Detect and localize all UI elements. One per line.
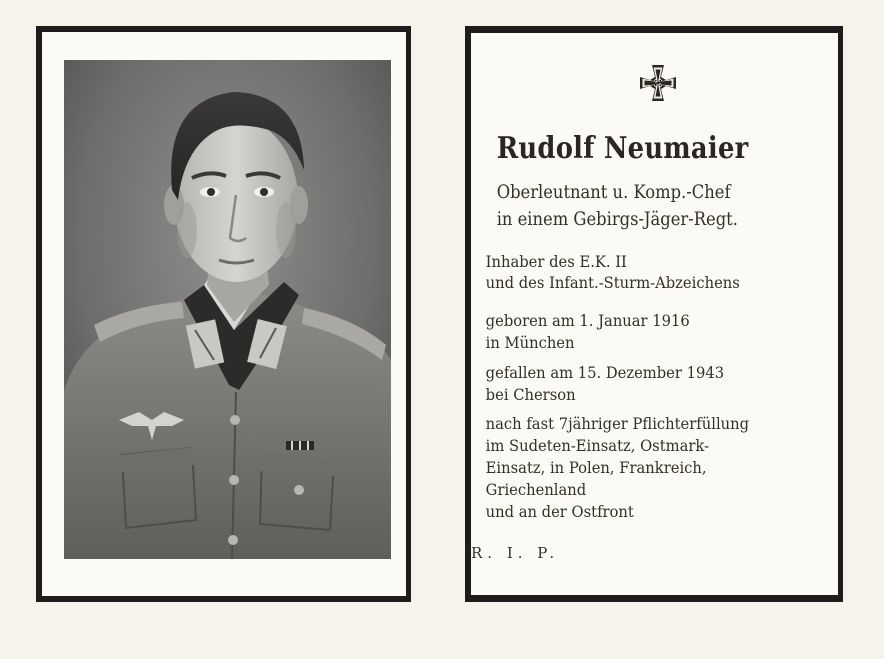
fallen-line-1: gefallen am 15. Dezember 1943 bbox=[485, 363, 725, 382]
rank-line-2: in einem Gebirgs-Jäger-Regt. bbox=[496, 208, 738, 230]
service-line-1: nach fast 7jähriger Pflichterfüllung bbox=[485, 414, 750, 433]
born-line-2: in München bbox=[485, 333, 575, 352]
iron-cross-icon bbox=[638, 63, 678, 103]
rank-line-1: Oberleutnant u. Komp.-Chef bbox=[496, 181, 731, 203]
award-line-2: und des Infant.-Sturm-Abzeichens bbox=[485, 273, 740, 292]
service-line-5: und an der Ostfront bbox=[485, 502, 634, 521]
soldier-portrait bbox=[64, 60, 391, 559]
deceased-name: Rudolf Neumaier bbox=[496, 131, 749, 166]
portrait-card bbox=[36, 26, 411, 602]
award-line-1: Inhaber des E.K. II bbox=[485, 252, 627, 271]
rip-text: R. I. P. bbox=[471, 544, 560, 562]
service-line-4: Griechenland bbox=[485, 480, 587, 499]
service-line-2: im Sudeten-Einsatz, Ostmark- bbox=[485, 436, 710, 455]
born-line-1: geboren am 1. Januar 1916 bbox=[485, 311, 690, 330]
obituary-text-card bbox=[465, 26, 843, 602]
service-line-3: Einsatz, in Polen, Frankreich, bbox=[485, 458, 707, 477]
fallen-line-2: bei Cherson bbox=[485, 385, 576, 404]
